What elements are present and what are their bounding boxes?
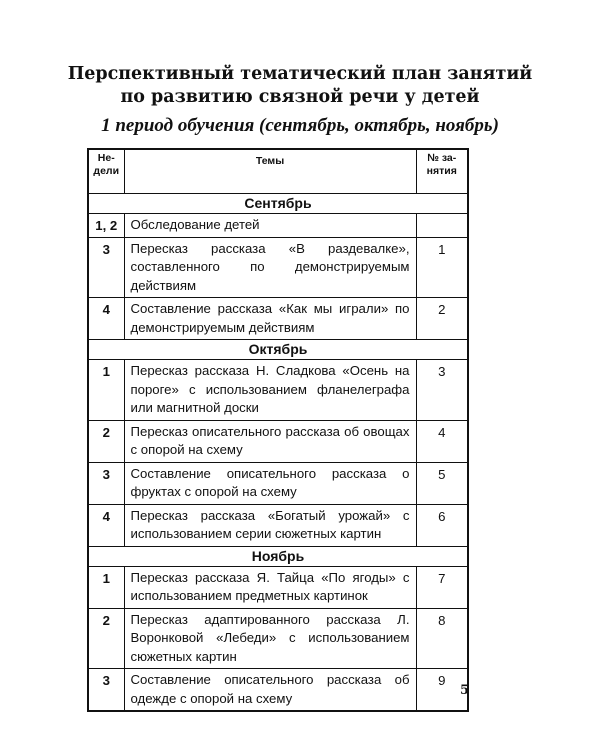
table-row xyxy=(88,214,468,238)
lesson-number-cell: 3 xyxy=(416,360,468,421)
theme-cell: Пересказ адаптированного рассказа Л. Воронковой «Лебеди» с использованием сюжетных картин xyxy=(124,608,416,669)
table-row xyxy=(88,566,468,608)
page-title-line-1: Перспективный тематический план занятий xyxy=(67,64,533,84)
lesson-number-cell: 1 xyxy=(416,237,468,298)
lesson-number-cell: 8 xyxy=(416,608,468,669)
lesson-number-cell: 2 xyxy=(416,298,468,340)
page-title-line-2: по развитию связной речи у детей xyxy=(120,87,480,107)
lesson-number-cell: 7 xyxy=(416,566,468,608)
month-heading: Сентябрь xyxy=(88,194,468,214)
week-cell: 3 xyxy=(88,669,124,712)
theme-cell: Пересказ рассказа «В раздевалке», составленного по демонстрируемым действиям xyxy=(124,237,416,298)
theme-cell: Обследование детей xyxy=(124,214,416,238)
week-cell: 1, 2 xyxy=(88,214,124,238)
theme-cell: Составление описательного рассказа о фруктах с опорой на схему xyxy=(124,462,416,504)
month-heading: Октябрь xyxy=(88,340,468,360)
lesson-number-cell: 6 xyxy=(416,504,468,546)
table-row xyxy=(88,237,468,298)
table-row xyxy=(88,360,468,421)
theme-cell: Составление рассказа «Как мы играли» по демонстрируемым действиям xyxy=(124,298,416,340)
lesson-number-cell: 4 xyxy=(416,420,468,462)
theme-cell: Пересказ рассказа Н. Сладкова «Осень на пороге» с использованием фланелеграфа или магнитной доски xyxy=(124,360,416,421)
week-cell: 1 xyxy=(88,360,124,421)
week-cell: 1 xyxy=(88,566,124,608)
lesson-number-cell: 9 xyxy=(416,669,468,712)
table-row xyxy=(88,608,468,669)
week-cell: 4 xyxy=(88,504,124,546)
week-cell: 3 xyxy=(88,462,124,504)
table-header-row xyxy=(88,149,468,194)
table-row xyxy=(88,504,468,546)
plan-table xyxy=(87,148,469,712)
theme-cell: Пересказ описательного рассказа об овощах с опорой на схему xyxy=(124,420,416,462)
week-cell: 3 xyxy=(88,237,124,298)
header-weeks: Не- дели xyxy=(88,149,124,194)
theme-cell: Составление описательного рассказа об одежде с опорой на схему xyxy=(124,669,416,712)
table-row xyxy=(88,669,468,712)
lesson-number-cell xyxy=(416,214,468,238)
table-row xyxy=(88,420,468,462)
month-row xyxy=(88,194,468,214)
theme-cell: Пересказ рассказа Я. Тайца «По ягоды» с использованием предметных картинок xyxy=(124,566,416,608)
page-number: 5 xyxy=(460,683,470,698)
period-subtitle: 1 период обучения (сентябрь, октябрь, ноябрь) xyxy=(101,115,499,136)
header-themes: Темы xyxy=(124,149,416,194)
header-lesson-number: № за- нятия xyxy=(416,149,468,194)
month-row xyxy=(88,340,468,360)
week-cell: 4 xyxy=(88,298,124,340)
plan-table-body xyxy=(88,194,468,712)
month-heading: Ноябрь xyxy=(88,546,468,566)
table-row xyxy=(88,462,468,504)
table-row xyxy=(88,298,468,340)
theme-cell: Пересказ рассказа «Богатый урожай» с использованием серии сюжетных картин xyxy=(124,504,416,546)
month-row xyxy=(88,546,468,566)
week-cell: 2 xyxy=(88,420,124,462)
week-cell: 2 xyxy=(88,608,124,669)
lesson-number-cell: 5 xyxy=(416,462,468,504)
